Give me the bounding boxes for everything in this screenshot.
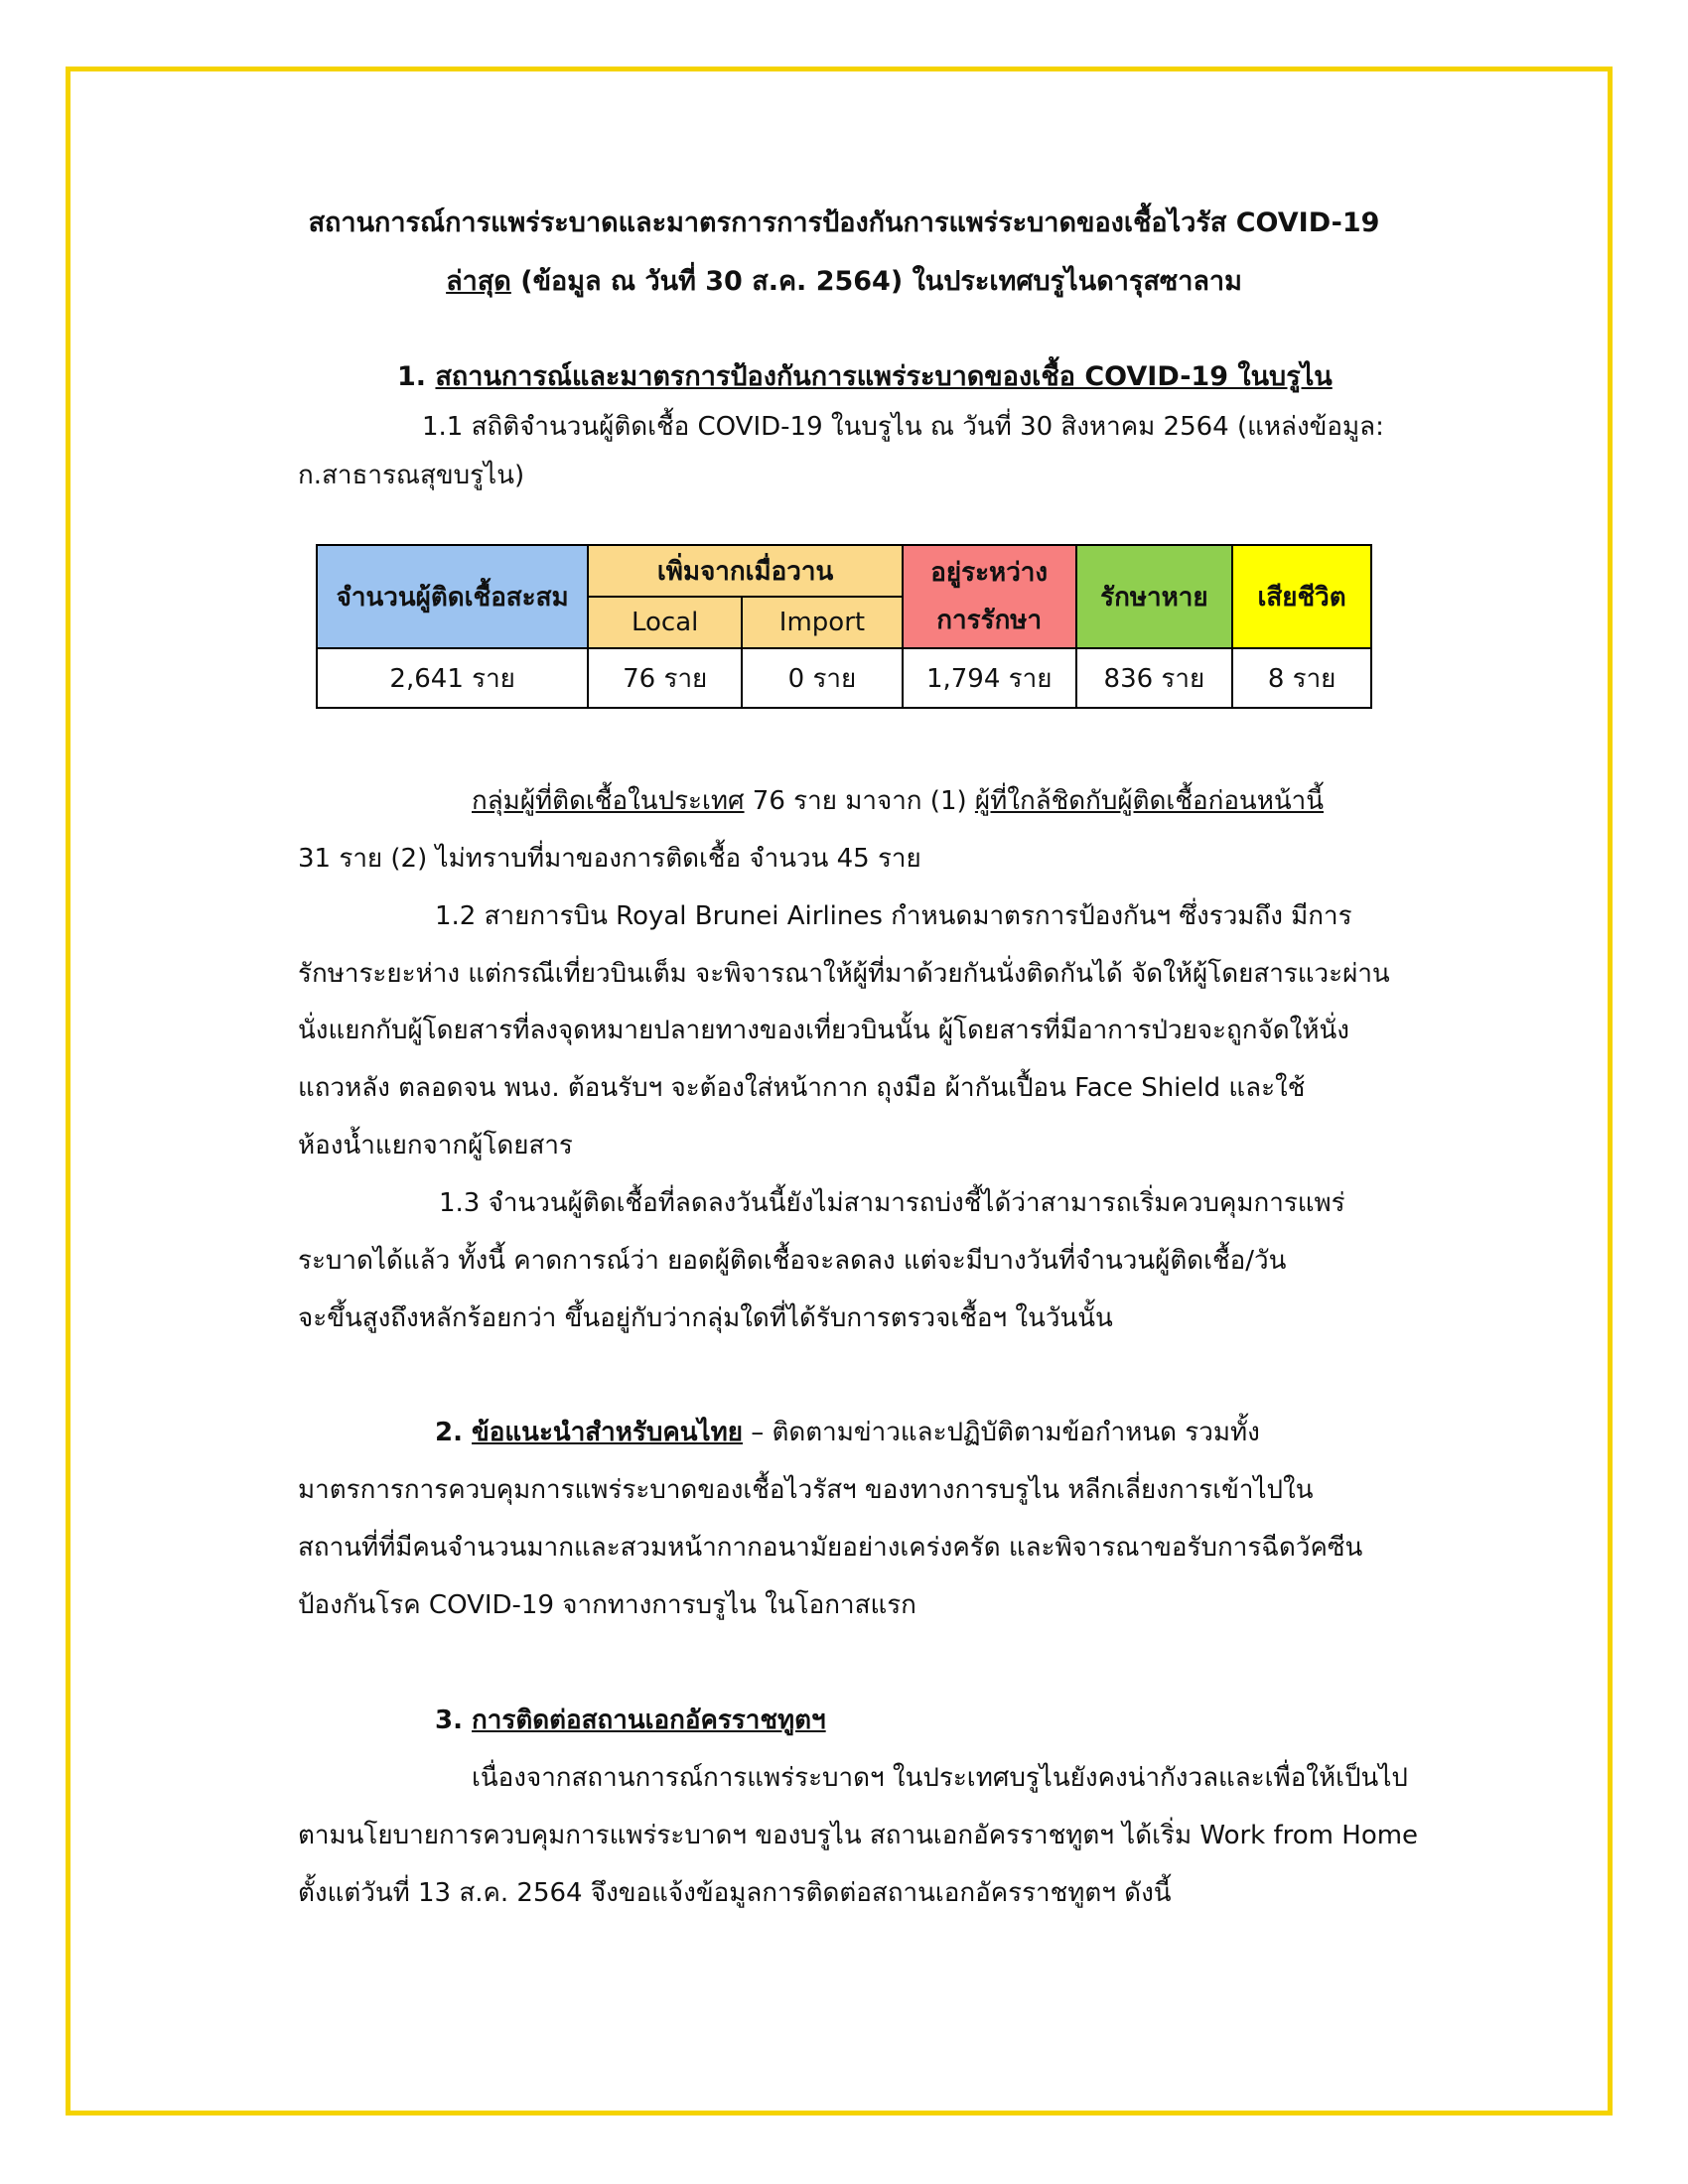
header-recovered: รักษาหาย <box>1076 545 1233 648</box>
p12-line5: ห้องน้ำแยกจากผู้โดยสาร <box>298 1131 573 1160</box>
subtitle-rest: (ข้อมูล ณ วันที่ 30 ส.ค. 2564) ในประเทศบรูไนดารุสซาลาม <box>510 266 1242 297</box>
header-treatment-text: อยู่ระหว่าง การรักษา <box>930 558 1049 635</box>
section1-number: 1. <box>397 361 436 392</box>
covid-stats-table <box>316 544 1372 709</box>
section2-line1 <box>435 1413 1260 1452</box>
header-treatment <box>903 545 1076 648</box>
section2-line4: ป้องกันโรค COVID-19 จากทางการบรูไน ในโอกาสแรก <box>298 1590 916 1620</box>
p13-line3: จะขึ้นสูงถึงหลักร้อยกว่า ขึ้นอยู่กับว่ากลุ่มใดที่ได้รับการตรวจเชื้อฯ ในวันนั้น <box>298 1303 1113 1333</box>
local-cases-source: ผู้ที่ใกล้ชิดกับผู้ติดเชื้อก่อนหน้านี้ <box>974 786 1324 816</box>
value-dead: 8 ราย <box>1232 648 1371 708</box>
value-total: 2,641 ราย <box>317 648 588 708</box>
header-import: Import <box>742 597 903 648</box>
value-treatment: 1,794 ราย <box>903 648 1076 708</box>
section1-title: สถานการณ์และมาตรการป้องกันการแพร่ระบาดของเชื้อ COVID-19 ในบรูไน <box>435 361 1333 392</box>
section2-line1-rest: – ติดตามข่าวและปฏิบัติตามข้อกำหนด รวมทั้ง <box>742 1418 1260 1447</box>
section3-heading <box>435 1701 826 1740</box>
section3-number: 3. <box>435 1706 473 1735</box>
value-local: 76 ราย <box>588 648 742 708</box>
section3-line3: ตั้งแต่วันที่ 13 ส.ค. 2564 จึงขอแจ้งข้อมูลการติดต่อสถานเอกอัครราชทูตฯ ดังนี้ <box>298 1878 1172 1908</box>
local-cases-count: 76 ราย มาจาก (1) <box>744 786 975 816</box>
page-subtitle <box>0 262 1688 302</box>
header-total: จำนวนผู้ติดเชื้อสะสม <box>317 545 588 648</box>
value-import: 0 ราย <box>742 648 903 708</box>
section1-heading <box>397 357 1333 397</box>
p11-line1: 1.1 สถิติจำนวนผู้ติดเชื้อ COVID-19 ในบรูไน ณ วันที่ 30 สิงหาคม 2564 (แหล่งข้อมูล: <box>422 412 1384 442</box>
p13-line1: 1.3 จำนวนผู้ติดเชื้อที่ลดลงวันนี้ยังไม่สามารถบ่งชี้ได้ว่าสามารถเริ่มควบคุมการแพร่ <box>439 1188 1345 1218</box>
section2-number: 2. <box>435 1418 473 1447</box>
local-cases-label: กลุ่มผู้ที่ติดเชื้อในประเทศ <box>472 786 745 816</box>
header-new: เพิ่มจากเมื่อวาน <box>588 545 902 597</box>
p11-line2: ก.สาธารณสุขบรูไน) <box>298 461 525 490</box>
header-dead: เสียชีวิต <box>1232 545 1371 648</box>
section3-title: การติดต่อสถานเอกอัครราชทูตฯ <box>472 1706 826 1735</box>
local-cases-line1 <box>472 781 1324 821</box>
section2-title: ข้อแนะนำสำหรับคนไทย <box>472 1418 743 1447</box>
section3-line1: เนื่องจากสถานการณ์การแพร่ระบาดฯ ในประเทศบรูไนยังคงน่ากังวลและเพื่อให้เป็นไป <box>472 1763 1408 1793</box>
section3-line2: ตามนโยบายการควบคุมการแพร่ระบาดฯ ของบรูไน สถานเอกอัครราชทูตฯ ได้เริ่ม Work from Home <box>298 1821 1419 1850</box>
p12-line1: 1.2 สายการบิน Royal Brunei Airlines กำหนดมาตรการป้องกันฯ ซึ่งรวมถึง มีการ <box>435 901 1352 931</box>
p12-line3: นั่งแยกกับผู้โดยสารที่ลงจุดหมายปลายทางของเที่ยวบินนั้น ผู้โดยสารที่มีอาการป่วยจะถูกจัดให้นั่ง <box>298 1016 1349 1045</box>
page-title: สถานการณ์การแพร่ระบาดและมาตรการการป้องกันการแพร่ระบาดของเชื้อไวรัส COVID-19 <box>308 207 1380 238</box>
section2-line3: สถานที่ที่มีคนจำนวนมากและสวมหน้ากากอนามัยอย่างเคร่งครัด และพิจารณาขอรับการฉีดวัคซีน <box>298 1533 1363 1563</box>
section2-line2: มาตรการการควบคุมการแพร่ระบาดของเชื้อไวรัสฯ ของทางการบรูไน หลีกเลี่ยงการเข้าไปใน <box>298 1475 1314 1505</box>
local-cases-line2: 31 ราย (2) ไม่ทราบที่มาของการติดเชื้อ จำนวน 45 ราย <box>298 844 921 874</box>
header-local: Local <box>588 597 742 648</box>
subtitle-latest: ล่าสุด <box>446 266 511 297</box>
p12-line2: รักษาระยะห่าง แต่กรณีเที่ยวบินเต็ม จะพิจารณาให้ผู้ที่มาด้วยกันนั่งติดกันได้ จัดให้ผู้โดยสารแวะผ่าน <box>298 959 1390 989</box>
p12-line4: แถวหลัง ตลอดจน พนง. ต้อนรับฯ จะต้องใส่หน้ากาก ถุงมือ ผ้ากันเปื้อน Face Shield และใช้ <box>298 1073 1306 1103</box>
value-recovered: 836 ราย <box>1076 648 1233 708</box>
p13-line2: ระบาดได้แล้ว ทั้งนี้ คาดการณ์ว่า ยอดผู้ติดเชื้อจะลดลง แต่จะมีบางวันที่จำนวนผู้ติดเชื้อ/วัน <box>298 1246 1287 1276</box>
